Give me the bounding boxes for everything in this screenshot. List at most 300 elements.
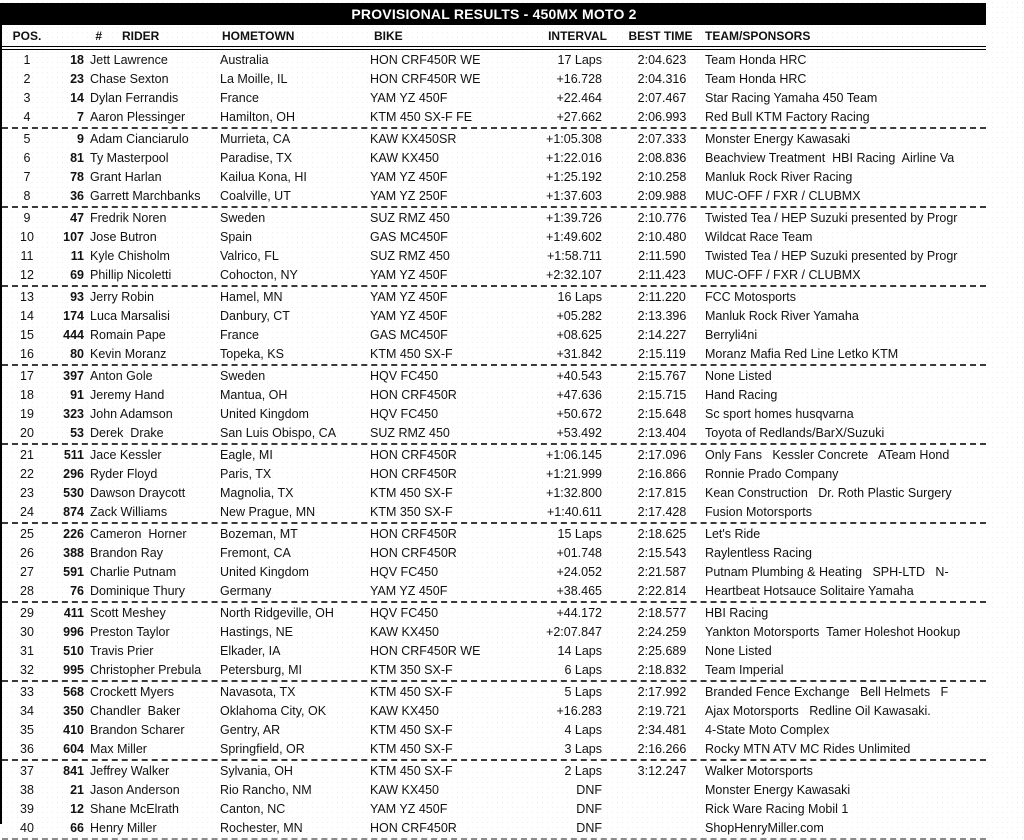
number-cell: 444 xyxy=(63,328,84,343)
row-group xyxy=(2,761,986,840)
interval-cell: +1:05.308 xyxy=(546,131,602,146)
rider-cell: Jason Anderson xyxy=(90,782,180,797)
bike-cell: HON CRF450R xyxy=(370,526,457,541)
rider-cell: Grant Harlan xyxy=(90,170,162,185)
number-cell: 76 xyxy=(70,584,84,599)
team-sponsors-cell: Raylentless Racing xyxy=(705,545,812,560)
interval-cell: +1:58.711 xyxy=(546,249,602,264)
position-cell: 29 xyxy=(20,605,34,620)
position-cell: 14 xyxy=(20,308,34,323)
interval-cell: +1:06.145 xyxy=(546,447,602,462)
team-sponsors-cell: Ajax Motorsports Redline Oil Kawasaki. xyxy=(705,703,931,718)
bike-cell: SUZ RMZ 450 xyxy=(370,426,450,441)
rider-cell: Max Miller xyxy=(90,742,147,757)
rider-cell: Henry Miller xyxy=(90,821,157,836)
number-cell: 11 xyxy=(70,249,84,264)
col-header-number: # xyxy=(95,29,102,43)
best-time-cell: 2:07.333 xyxy=(637,131,687,146)
bike-cell: KAW KX450 xyxy=(370,703,440,718)
bike-cell: YAM YZ 450F xyxy=(370,308,448,323)
team-sponsors-cell: Toyota of Redlands/BarX/Suzuki xyxy=(705,426,885,441)
table-row xyxy=(2,503,986,522)
position-cell: 37 xyxy=(20,763,34,778)
team-sponsors-cell: Red Bull KTM Factory Racing xyxy=(705,110,870,125)
table-row xyxy=(2,800,986,819)
interval-cell: +08.625 xyxy=(556,328,602,343)
number-cell: 411 xyxy=(63,605,84,620)
rider-cell: Scott Meshey xyxy=(90,605,166,620)
team-sponsors-cell: Team Honda HRC xyxy=(705,52,807,67)
team-sponsors-cell: Twisted Tea / HEP Suzuki presented by Progr xyxy=(705,249,958,264)
bike-cell: KTM 450 SX-F xyxy=(370,763,453,778)
table-row xyxy=(2,563,986,582)
bike-cell: HON CRF450R xyxy=(370,466,457,481)
hometown-cell: Eagle, MI xyxy=(220,447,273,462)
col-header-rider: RIDER xyxy=(122,29,160,43)
best-time-cell: 2:10.776 xyxy=(637,210,687,225)
interval-cell: +47.636 xyxy=(556,387,602,402)
results-body xyxy=(2,50,986,840)
bike-cell: HON CRF450R xyxy=(370,447,457,462)
hometown-cell: San Luis Obispo, CA xyxy=(220,426,337,441)
col-header-hometown: HOMETOWN xyxy=(222,29,295,43)
position-cell: 20 xyxy=(20,426,34,441)
number-cell: 7 xyxy=(77,110,84,125)
best-time-cell: 2:18.625 xyxy=(637,526,687,541)
table-row xyxy=(2,661,986,680)
number-cell: 91 xyxy=(70,387,84,402)
table-row xyxy=(2,187,986,206)
table-row xyxy=(2,780,986,799)
position-cell: 9 xyxy=(23,210,31,225)
hometown-cell: Gentry, AR xyxy=(220,723,281,738)
best-time-cell: 2:08.836 xyxy=(637,150,687,165)
hometown-cell: Canton, NC xyxy=(220,802,286,817)
table-row xyxy=(2,405,986,424)
number-cell: 995 xyxy=(63,663,84,678)
interval-cell: DNF xyxy=(576,782,602,797)
number-cell: 530 xyxy=(63,486,84,501)
col-header-pos: POS. xyxy=(12,29,42,43)
best-time-cell: 2:10.258 xyxy=(637,170,687,185)
interval-cell: +1:39.726 xyxy=(546,210,602,225)
hometown-cell: Hastings, NE xyxy=(220,624,293,639)
table-row xyxy=(2,682,986,701)
hometown-cell: United Kingdom xyxy=(220,565,309,580)
table-row xyxy=(2,424,986,443)
bike-cell: KTM 450 SX-F xyxy=(370,742,453,757)
interval-cell: +1:22.016 xyxy=(546,150,602,165)
bike-cell: HQV FC450 xyxy=(370,407,439,422)
table-row xyxy=(2,740,986,759)
interval-cell: +50.672 xyxy=(556,407,602,422)
interval-cell: +1:37.603 xyxy=(546,189,602,204)
table-row xyxy=(2,464,986,483)
hometown-cell: Hamilton, OH xyxy=(220,110,296,125)
interval-cell: DNF xyxy=(576,802,602,817)
best-time-cell: 2:06.993 xyxy=(637,110,687,125)
number-cell: 66 xyxy=(70,821,84,836)
table-row xyxy=(2,148,986,167)
number-cell: 18 xyxy=(70,52,84,67)
position-cell: 24 xyxy=(20,505,34,520)
interval-cell: +31.842 xyxy=(556,347,602,362)
best-time-cell: 2:15.648 xyxy=(637,407,687,422)
best-time-cell: 2:17.096 xyxy=(637,447,687,462)
rider-cell: Dawson Draycott xyxy=(90,486,186,501)
row-group xyxy=(2,129,986,208)
bike-cell: HQV FC450 xyxy=(370,605,439,620)
number-cell: 53 xyxy=(70,426,84,441)
hometown-cell: Navasota, TX xyxy=(220,684,296,699)
number-cell: 874 xyxy=(63,505,84,520)
hometown-cell: France xyxy=(220,91,259,106)
table-row xyxy=(2,761,986,780)
bike-cell: HQV FC450 xyxy=(370,368,439,383)
bike-cell: KTM 450 SX-F xyxy=(370,486,453,501)
rider-cell: Ty Masterpool xyxy=(90,150,169,165)
best-time-cell: 2:17.992 xyxy=(637,684,687,699)
team-sponsors-cell: Twisted Tea / HEP Suzuki presented by Progr xyxy=(705,210,958,225)
best-time-cell: 2:07.467 xyxy=(637,91,687,106)
best-time-cell: 2:17.428 xyxy=(637,505,687,520)
position-cell: 16 xyxy=(20,347,34,362)
interval-cell: 2 Laps xyxy=(564,763,602,778)
table-row xyxy=(2,247,986,266)
position-cell: 7 xyxy=(23,170,31,185)
position-cell: 4 xyxy=(23,110,31,125)
bike-cell: KTM 450 SX-F FE xyxy=(370,110,473,125)
rider-cell: Anton Gole xyxy=(90,368,153,383)
hometown-cell: Spain xyxy=(220,229,252,244)
team-sponsors-cell: Team Imperial xyxy=(705,663,784,678)
table-row xyxy=(2,227,986,246)
rider-cell: Jett Lawrence xyxy=(90,52,168,67)
number-cell: 78 xyxy=(70,170,84,185)
interval-cell: +1:21.999 xyxy=(546,466,602,481)
position-cell: 3 xyxy=(23,91,31,106)
rider-cell: Garrett Marchbanks xyxy=(90,189,201,204)
best-time-cell: 3:12.247 xyxy=(637,763,687,778)
table-row xyxy=(2,266,986,285)
number-cell: 511 xyxy=(63,447,84,462)
bike-cell: YAM YZ 450F xyxy=(370,584,448,599)
bike-cell: YAM YZ 450F xyxy=(370,91,448,106)
bike-cell: HQV FC450 xyxy=(370,565,439,580)
position-cell: 38 xyxy=(20,782,34,797)
position-cell: 2 xyxy=(23,71,31,86)
position-cell: 39 xyxy=(20,802,34,817)
best-time-cell: 2:34.481 xyxy=(637,723,687,738)
rider-cell: Christopher Prebula xyxy=(90,663,202,678)
rider-cell: Jace Kessler xyxy=(90,447,162,462)
bike-cell: KTM 350 SX-F xyxy=(370,663,453,678)
bike-cell: KAW KX450SR xyxy=(370,131,457,146)
hometown-cell: Bozeman, MT xyxy=(220,526,298,541)
table-row xyxy=(2,345,986,364)
best-time-cell: 2:16.266 xyxy=(637,742,687,757)
bike-cell: KTM 450 SX-F xyxy=(370,684,453,699)
best-time-cell: 2:04.316 xyxy=(637,71,687,86)
team-sponsors-cell: Ronnie Prado Company xyxy=(705,466,839,481)
hometown-cell: North Ridgeville, OH xyxy=(220,605,334,620)
position-cell: 17 xyxy=(20,368,34,383)
team-sponsors-cell: Team Honda HRC xyxy=(705,71,807,86)
number-cell: 591 xyxy=(63,565,84,580)
table-row xyxy=(2,524,986,543)
hometown-cell: United Kingdom xyxy=(220,407,309,422)
number-cell: 841 xyxy=(63,763,84,778)
bike-cell: HON CRF450R WE xyxy=(370,71,481,86)
best-time-cell: 2:18.577 xyxy=(637,605,687,620)
best-time-cell: 2:11.220 xyxy=(638,289,686,304)
rider-cell: Jose Butron xyxy=(90,229,157,244)
hometown-cell: Danbury, CT xyxy=(220,308,290,323)
rider-cell: Jeffrey Walker xyxy=(90,763,170,778)
rider-cell: Travis Prier xyxy=(90,644,154,659)
best-time-cell: 2:16.866 xyxy=(637,466,687,481)
bike-cell: YAM YZ 250F xyxy=(370,189,448,204)
team-sponsors-cell: Star Racing Yamaha 450 Team xyxy=(705,91,878,106)
number-cell: 23 xyxy=(70,71,84,86)
number-cell: 397 xyxy=(63,368,84,383)
table-row xyxy=(2,69,986,88)
team-sponsors-cell: MUC-OFF / FXR / CLUBMX xyxy=(705,189,861,204)
best-time-cell: 2:17.815 xyxy=(637,486,687,501)
interval-cell: +2:32.107 xyxy=(546,268,602,283)
hometown-cell: Rochester, MN xyxy=(220,821,303,836)
number-cell: 107 xyxy=(63,229,84,244)
bike-cell: GAS MC450F xyxy=(370,229,448,244)
team-sponsors-cell: Kean Construction Dr. Roth Plastic Surgery xyxy=(705,486,952,501)
rider-cell: Phillip Nicoletti xyxy=(90,268,172,283)
team-sponsors-cell: Fusion Motorsports xyxy=(705,505,812,520)
number-cell: 510 xyxy=(63,644,84,659)
rider-cell: Fredrik Noren xyxy=(90,210,167,225)
table-row xyxy=(2,89,986,108)
hometown-cell: Sweden xyxy=(220,368,266,383)
hometown-cell: Fremont, CA xyxy=(220,545,291,560)
position-cell: 12 xyxy=(20,268,34,283)
best-time-cell: 2:25.689 xyxy=(637,644,687,659)
bike-cell: SUZ RMZ 450 xyxy=(370,249,450,264)
rider-cell: Dominique Thury xyxy=(90,584,185,599)
team-sponsors-cell: Walker Motorsports xyxy=(705,763,813,778)
team-sponsors-cell: Hand Racing xyxy=(705,387,778,402)
team-sponsors-cell: None Listed xyxy=(705,644,772,659)
best-time-cell: 2:11.423 xyxy=(638,268,686,283)
rider-cell: Ryder Floyd xyxy=(90,466,158,481)
hometown-cell: Coalville, UT xyxy=(220,189,291,204)
rider-cell: Chase Sexton xyxy=(90,71,169,86)
best-time-cell: 2:13.404 xyxy=(637,426,687,441)
position-cell: 5 xyxy=(23,131,31,146)
best-time-cell: 2:15.543 xyxy=(637,545,687,560)
position-cell: 11 xyxy=(20,249,34,264)
hometown-cell: Sylvania, OH xyxy=(220,763,293,778)
rider-cell: Derek Drake xyxy=(90,426,164,441)
team-sponsors-cell: Rick Ware Racing Mobil 1 xyxy=(705,802,849,817)
hometown-cell: Magnolia, TX xyxy=(220,486,294,501)
table-row xyxy=(2,543,986,562)
rider-cell: Jeremy Hand xyxy=(90,387,165,402)
hometown-cell: Oklahoma City, OK xyxy=(220,703,327,718)
interval-cell: +44.172 xyxy=(556,605,602,620)
bike-cell: KAW KX450 xyxy=(370,782,440,797)
team-sponsors-cell: HBI Racing xyxy=(705,605,769,620)
position-cell: 36 xyxy=(20,742,34,757)
bike-cell: SUZ RMZ 450 xyxy=(370,210,450,225)
table-row xyxy=(2,129,986,148)
rider-cell: Romain Pape xyxy=(90,328,166,343)
position-cell: 1 xyxy=(23,52,31,67)
bike-cell: KAW KX450 xyxy=(370,150,440,165)
team-sponsors-cell: Sc sport homes husqvarna xyxy=(705,407,854,422)
position-cell: 15 xyxy=(20,328,34,343)
rider-cell: Luca Marsalisi xyxy=(90,308,170,323)
bike-cell: GAS MC450F xyxy=(370,328,448,343)
number-cell: 80 xyxy=(70,347,84,362)
hometown-cell: Elkader, IA xyxy=(220,644,281,659)
table-row xyxy=(2,326,986,345)
position-cell: 26 xyxy=(20,545,34,560)
table-row xyxy=(2,603,986,622)
team-sponsors-cell: Yankton Motorsports Tamer Holeshot Hookup xyxy=(705,624,961,639)
row-group xyxy=(2,208,986,287)
table-row xyxy=(2,168,986,187)
hometown-cell: France xyxy=(220,328,259,343)
hometown-cell: Paradise, TX xyxy=(220,150,293,165)
best-time-cell: 2:10.480 xyxy=(637,229,687,244)
bike-cell: HON CRF450R xyxy=(370,387,457,402)
number-cell: 388 xyxy=(63,545,84,560)
position-cell: 19 xyxy=(20,407,34,422)
bike-cell: KTM 450 SX-F xyxy=(370,347,453,362)
col-header-best-time: BEST TIME xyxy=(628,29,693,43)
rider-cell: Adam Cianciarulo xyxy=(90,131,189,146)
best-time-cell: 2:15.119 xyxy=(638,347,686,362)
position-cell: 10 xyxy=(20,229,34,244)
rider-cell: John Adamson xyxy=(90,407,173,422)
table-row xyxy=(2,721,986,740)
results-title: PROVISIONAL RESULTS - 450MX MOTO 2 xyxy=(2,3,986,25)
rider-cell: Brandon Ray xyxy=(90,545,163,560)
hometown-cell: La Moille, IL xyxy=(220,71,288,86)
hometown-cell: Australia xyxy=(220,52,269,67)
bike-cell: HON CRF450R WE xyxy=(370,644,481,659)
hometown-cell: Germany xyxy=(220,584,272,599)
table-row xyxy=(2,819,986,838)
number-cell: 996 xyxy=(63,624,84,639)
interval-cell: +16.283 xyxy=(556,703,602,718)
interval-cell: +1:49.602 xyxy=(546,229,602,244)
rider-cell: Preston Taylor xyxy=(90,624,170,639)
hometown-cell: Rio Rancho, NM xyxy=(220,782,312,797)
best-time-cell: 2:09.988 xyxy=(637,189,687,204)
hometown-cell: Cohocton, NY xyxy=(220,268,298,283)
number-cell: 21 xyxy=(70,782,84,797)
best-time-cell: 2:15.767 xyxy=(637,368,687,383)
position-cell: 25 xyxy=(20,526,34,541)
rider-cell: Charlie Putnam xyxy=(90,565,177,580)
bike-cell: YAM YZ 450F xyxy=(370,170,448,185)
number-cell: 12 xyxy=(70,802,84,817)
row-group xyxy=(2,50,986,129)
team-sponsors-cell: MUC-OFF / FXR / CLUBMX xyxy=(705,268,861,283)
team-sponsors-cell: Wildcat Race Team xyxy=(705,229,813,244)
table-row xyxy=(2,108,986,127)
team-sponsors-cell: Manluk Rock River Yamaha xyxy=(705,308,859,323)
table-row xyxy=(2,366,986,385)
table-row xyxy=(2,701,986,720)
best-time-cell: 2:18.832 xyxy=(637,663,687,678)
number-cell: 14 xyxy=(70,91,84,106)
interval-cell: +40.543 xyxy=(556,368,602,383)
team-sponsors-cell: Manluk Rock River Racing xyxy=(705,170,853,185)
position-cell: 23 xyxy=(20,486,34,501)
hometown-cell: Topeka, KS xyxy=(220,347,284,362)
bike-cell: HON CRF450R xyxy=(370,821,457,836)
bike-cell: KTM 350 SX-F xyxy=(370,505,453,520)
interval-cell: +1:40.611 xyxy=(546,505,602,520)
number-cell: 9 xyxy=(77,131,84,146)
team-sponsors-cell: Moranz Mafia Red Line Letko KTM xyxy=(705,347,899,362)
hometown-cell: Mantua, OH xyxy=(220,387,288,402)
best-time-cell: 2:11.590 xyxy=(638,249,686,264)
interval-cell: 16 Laps xyxy=(557,289,602,304)
col-header-bike: BIKE xyxy=(374,29,403,43)
team-sponsors-cell: Branded Fence Exchange Bell Helmets F xyxy=(705,684,949,699)
row-group xyxy=(2,366,986,445)
position-cell: 34 xyxy=(20,703,34,718)
position-cell: 8 xyxy=(23,189,31,204)
best-time-cell: 2:21.587 xyxy=(637,565,687,580)
table-row xyxy=(2,287,986,306)
number-cell: 47 xyxy=(70,210,84,225)
col-header-team-sponsors: TEAM/SPONSORS xyxy=(705,29,811,43)
interval-cell: 4 Laps xyxy=(564,723,602,738)
row-group xyxy=(2,682,986,761)
rider-cell: Chandler Baker xyxy=(90,703,181,718)
table-row xyxy=(2,582,986,601)
interval-cell: 6 Laps xyxy=(564,663,602,678)
row-group xyxy=(2,603,986,682)
best-time-cell: 2:04.623 xyxy=(637,52,687,67)
bike-cell: KAW KX450 xyxy=(370,624,440,639)
rider-cell: Cameron Horner xyxy=(90,526,187,541)
interval-cell: 17 Laps xyxy=(557,52,602,67)
hometown-cell: Kailua Kona, HI xyxy=(220,170,307,185)
hometown-cell: Paris, TX xyxy=(220,466,272,481)
interval-cell: 5 Laps xyxy=(564,684,602,699)
interval-cell: +1:25.192 xyxy=(546,170,602,185)
rider-cell: Brandon Scharer xyxy=(90,723,185,738)
interval-cell: +1:32.800 xyxy=(546,486,602,501)
table-row xyxy=(2,306,986,325)
number-cell: 174 xyxy=(63,308,84,323)
bike-cell: YAM YZ 450F xyxy=(370,268,448,283)
team-sponsors-cell: 4-State Moto Complex xyxy=(705,723,830,738)
number-cell: 226 xyxy=(63,526,84,541)
bike-cell: HON CRF450R WE xyxy=(370,52,481,67)
team-sponsors-cell: FCC Motosports xyxy=(705,289,796,304)
best-time-cell: 2:15.715 xyxy=(637,387,687,402)
bike-cell: YAM YZ 450F xyxy=(370,289,448,304)
interval-cell: +2:07.847 xyxy=(546,624,602,639)
team-sponsors-cell: Putnam Plumbing & Heating SPH-LTD N- xyxy=(705,565,949,580)
rider-cell: Zack Williams xyxy=(90,505,168,520)
hometown-cell: Murrieta, CA xyxy=(220,131,291,146)
